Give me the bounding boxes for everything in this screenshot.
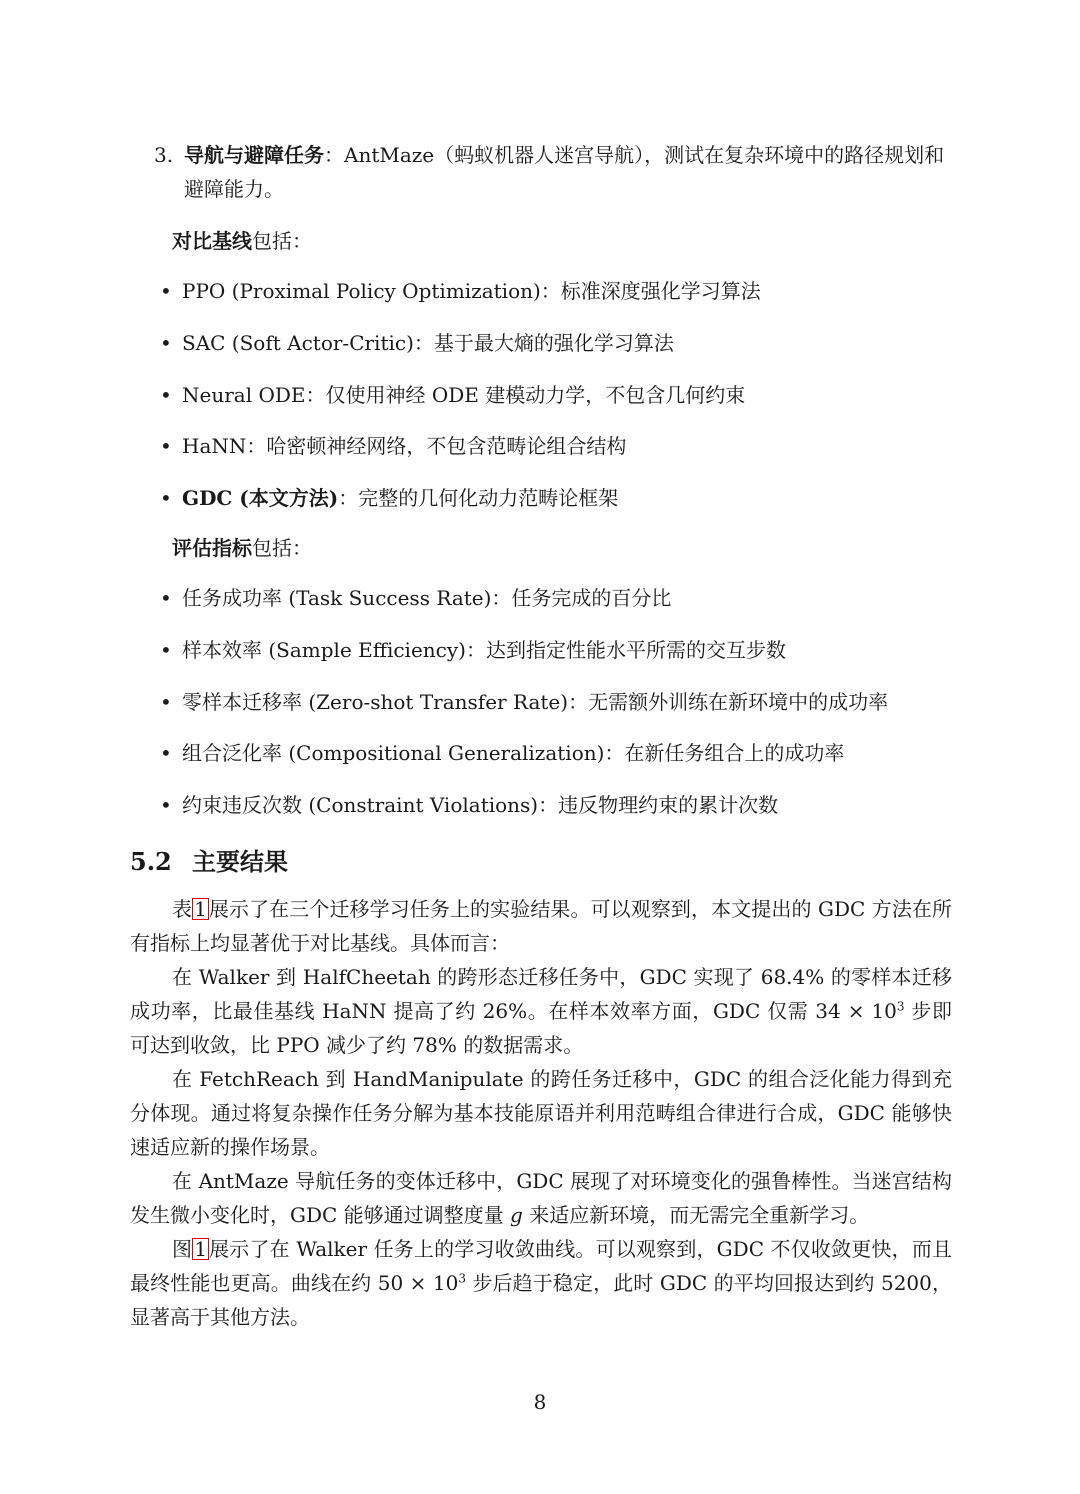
metrics-list [130, 581, 952, 822]
text-span: 在 Walker 到 HalfCheetah 的跨形态迁移任务中，GDC 实现了 68.4% 的零样本迁移成功率，比最佳基线 HaNN 提高了约 26%。在样本效率方面，GDC 仅需 34 × 10 [130, 965, 952, 1024]
bullet-icon: • [160, 279, 172, 303]
enum-number: 3. [154, 143, 174, 167]
item-text: PPO (Proximal Policy Optimization)：标准深度强化学习算法 [182, 279, 761, 303]
item-text: 任务成功率 (Task Success Rate)：任务完成的百分比 [182, 585, 672, 610]
text-span: 在 FetchReach 到 HandManipulate 的跨任务迁移中，GDC 的组合泛化能力得到充分体现。通过将复杂操作任务分解为基本技能原语并利用范畴组合律进行合成，GDC 能够快速适应新的操作场景。 [130, 1067, 952, 1160]
list-item [130, 788, 952, 822]
bullet-icon: • [160, 585, 172, 610]
text-span: 步后趋于稳定，此时 GDC 的平均回报达到约 5200，显著高于其他方法。 [130, 1271, 952, 1330]
section-number: 5.2 [130, 847, 172, 877]
superscript: 3 [896, 999, 905, 1014]
bullet-icon: • [160, 793, 172, 818]
list-item [130, 326, 952, 360]
section-heading [130, 842, 952, 882]
item-text: 样本效率 (Sample Efficiency)：达到指定性能水平所需的交互步数 [182, 637, 786, 662]
item-bold: GDC (本文方法) [182, 486, 339, 511]
item-text: 约束违反次数 (Constraint Violations)：违反物理约束的累计次数 [182, 793, 779, 818]
table-reference-link[interactable]: 1 [194, 897, 207, 922]
item-text: ：完整的几何化动力范畴论框架 [338, 486, 619, 511]
item-text: SAC (Soft Actor-Critic)：基于最大熵的强化学习算法 [182, 330, 674, 355]
bullet-icon: • [160, 741, 172, 766]
bullet-icon: • [160, 689, 172, 714]
text-span: 来适应新环境，而无需完全重新学习。 [522, 1203, 870, 1228]
text-span: 表 [172, 897, 193, 922]
page-number: 8 [533, 1390, 547, 1414]
enum-bold-label: 导航与避障任务 [184, 143, 324, 167]
math-variable: g [510, 1203, 523, 1228]
text-span: 展示了在三个迁移学习任务上的实验结果。可以观察到，本文提出的 GDC 方法在所有指标上均显著优于对比基线。具体而言： [130, 897, 953, 956]
list-item [130, 481, 952, 515]
paragraph-1 [130, 892, 952, 960]
section-title: 主要结果 [192, 847, 288, 877]
list-item [130, 633, 952, 667]
bullet-icon: • [160, 434, 172, 459]
bullet-icon: • [160, 637, 172, 662]
text-span: 在 AntMaze 导航任务的变体迁移中，GDC 展现了对环境变化的强鲁棒性。当迷宫结构发生微小变化时，GDC 能够通过调整度量 [130, 1169, 952, 1228]
list-item [130, 736, 952, 770]
baselines-label-bold: 对比基线 [172, 229, 252, 253]
paragraph-5 [130, 1232, 952, 1334]
text-span: 图 [172, 1237, 193, 1262]
page-content [130, 138, 952, 1334]
section-body [130, 892, 952, 1334]
paragraph-3 [130, 1062, 952, 1164]
list-item [130, 429, 952, 463]
paragraph-4 [130, 1164, 952, 1232]
figure-reference-link[interactable]: 1 [194, 1237, 207, 1262]
item-text: Neural ODE：仅使用神经 ODE 建模动力学，不包含几何约束 [182, 382, 746, 407]
item-text: 零样本迁移率 (Zero-shot Transfer Rate)：无需额外训练在新环境中的成功率 [182, 689, 889, 714]
enumerated-item-3 [130, 138, 952, 206]
paragraph-2 [130, 960, 952, 1062]
list-item [130, 581, 952, 615]
item-text: HaNN：哈密顿神经网络，不包含范畴论组合结构 [182, 434, 627, 459]
list-item [130, 685, 952, 719]
bullet-icon: • [160, 330, 172, 355]
list-item [130, 274, 952, 308]
bullet-icon: • [160, 382, 172, 407]
item-text: 组合泛化率 (Compositional Generalization)：在新任务组合上的成功率 [182, 741, 845, 766]
bullet-icon: • [160, 486, 172, 511]
baselines-list [130, 274, 952, 515]
metrics-label-bold: 评估指标 [172, 535, 252, 560]
text-span: 展示了在 Walker 任务上的学习收敛曲线。可以观察到，GDC 不仅收敛更快，而且最终性能也更高。曲线在约 50 × 10 [130, 1237, 952, 1296]
baselines-label [130, 224, 952, 258]
baselines-label-rest: 包括： [252, 229, 312, 253]
superscript: 3 [458, 1271, 466, 1286]
enum-text: ：AntMaze（蚂蚁机器人迷宫导航），测试在复杂环境中的路径规划和避障能力。 [184, 143, 945, 201]
list-item [130, 378, 952, 412]
text-span: 步即可达到收敛，比 PPO 减少了约 78% 的数据需求。 [130, 999, 953, 1058]
metrics-label-rest: 包括： [252, 535, 312, 560]
metrics-label [130, 531, 952, 565]
